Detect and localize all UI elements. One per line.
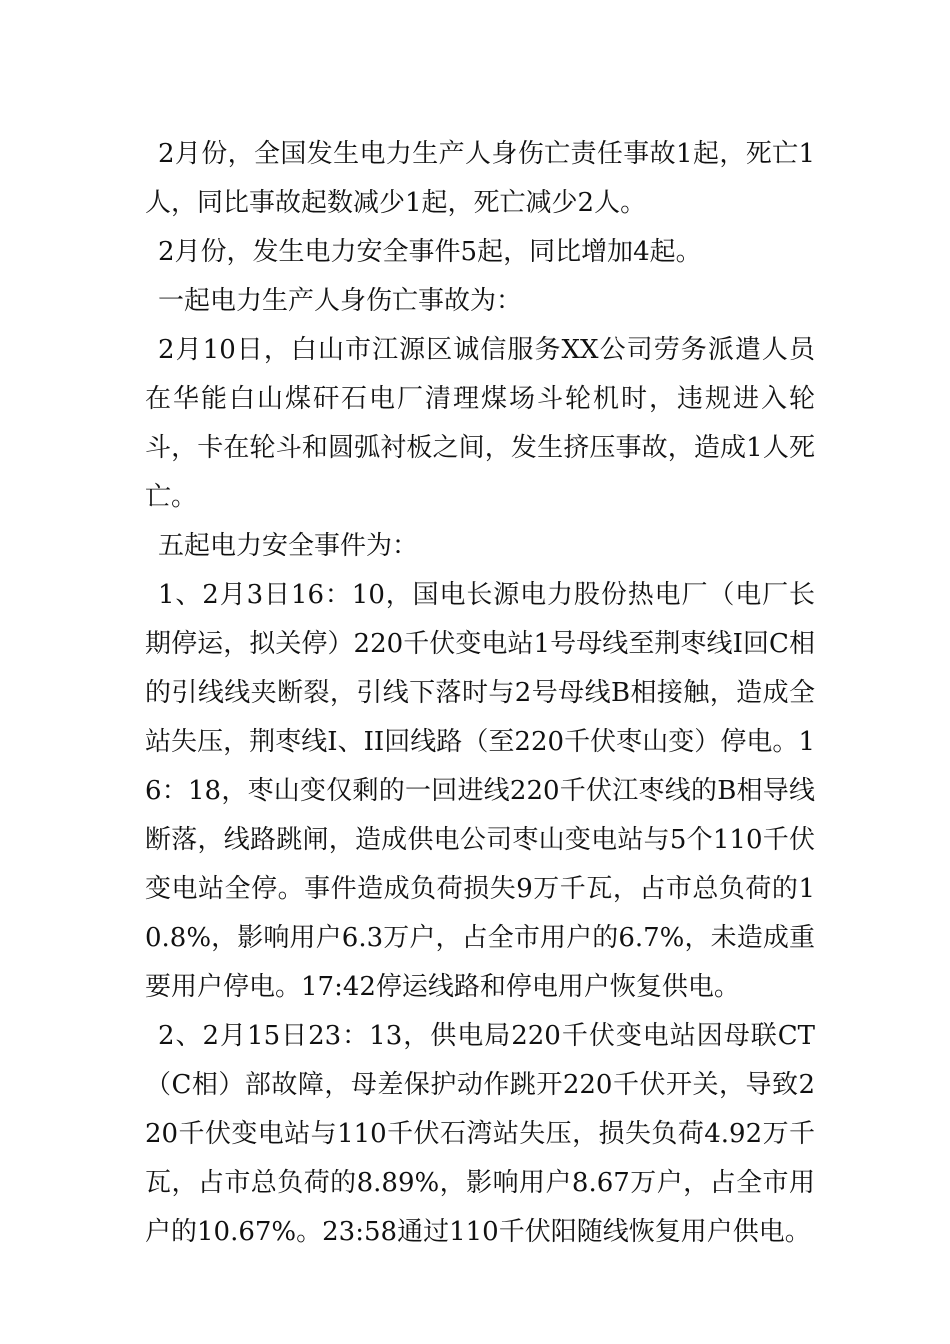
paragraph-event-2: 2、2月15日23：13，供电局220千伏变电站因母联CT（C相）部故障，母差保护动作跳开220千伏开关，导致220千伏变电站与110千伏石湾站失压，损失负荷4.92万千瓦，占市总负荷的8.89%，影响用户8.67万户，占全市用户的10.67%。23:58通过110千伏阳随线恢复用户供电。 xyxy=(145,1021,815,1247)
document-body xyxy=(145,130,815,1257)
paragraph-accident-detail: 2月10日，白山市江源区诚信服务XX公司劳务派遣人员在华能白山煤矸石电厂清理煤场斗轮机时，违规进入轮斗，卡在轮斗和圆弧衬板之间，发生挤压事故，造成1人死亡。 xyxy=(145,335,815,512)
paragraph-events-heading: 五起电力安全事件为： xyxy=(158,531,419,561)
paragraph-event-1: 1、2月3日16：10，国电长源电力股份热电厂（电厂长期停运，拟关停）220千伏变电站1号母线至荆枣线I回C相的引线线夹断裂，引线下落时与2号母线B相接触，造成全站失压，荆枣线I、II回线路（至220千伏枣山变）停电。16：18，枣山变仅剩的一回进线220千伏江枣线的B相导线断落，线路跳闸，造成供电公司枣山变电站与5个110千伏变电站全停。事件造成负荷损失9万千瓦，占市总负荷的10.8%，影响用户6.3万户，占全市用户的6.7%，未造成重要用户停电。17:42停运线路和停电用户恢复供电。 xyxy=(145,580,815,1002)
paragraph-accident-heading: 一起电力生产人身伤亡事故为： xyxy=(158,286,523,316)
paragraph-feb-accident-summary: 2月份，全国发生电力生产人身伤亡责任事故1起，死亡1人，同比事故起数减少1起，死亡减少2人。 xyxy=(145,139,815,218)
paragraph-feb-safety-events-summary: 2月份，发生电力安全事件5起，同比增加4起。 xyxy=(158,237,702,267)
